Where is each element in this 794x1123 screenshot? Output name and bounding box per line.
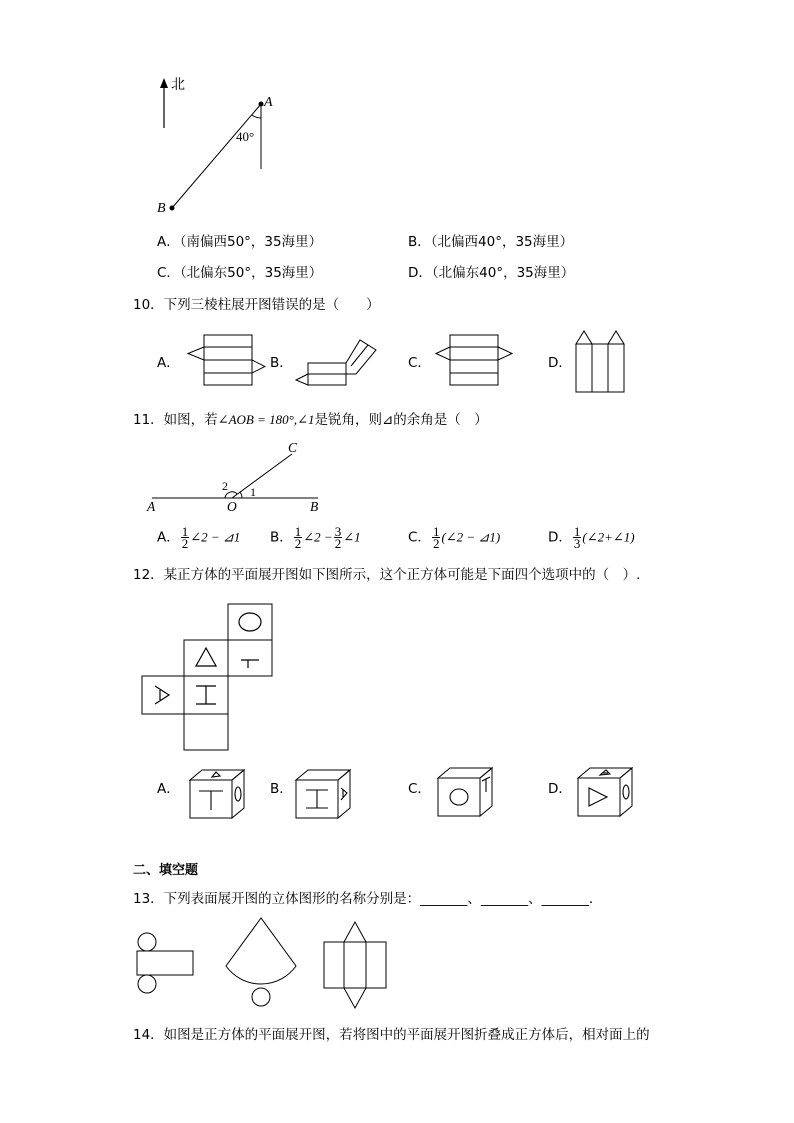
q10-label-d[interactable]: D．	[548, 355, 572, 371]
fraction: $\frac{3}{2}$	[334, 524, 342, 551]
fraction: $\frac{1}{2}$	[181, 524, 189, 551]
point-b-label: B	[157, 201, 166, 216]
angle-1-arc	[240, 492, 242, 498]
point-b-dot	[170, 206, 175, 211]
angle-2-label: 2	[222, 479, 228, 493]
q12-label-c[interactable]: C．	[408, 781, 431, 797]
q10-net-d[interactable]	[572, 330, 632, 394]
fraction: $\frac{1}{2}$	[294, 524, 302, 551]
q9-option-c[interactable]	[157, 264, 322, 282]
t-symbol	[241, 660, 259, 668]
ray-oc	[232, 454, 292, 498]
q9-option-d[interactable]	[408, 264, 574, 282]
q12-label-a[interactable]: A．	[157, 781, 180, 797]
q12-cube-a[interactable]	[186, 768, 250, 822]
section-title: 二、填空题	[133, 863, 199, 878]
q12-cube-c[interactable]	[434, 766, 498, 820]
option-text: （北偏西40°，35海里）	[430, 234, 574, 250]
q9-option-b[interactable]	[408, 233, 573, 251]
q14-stem: 14．如图是正方体的平面展开图，若将图中的平面展开图折叠成正方体后，相对面上的	[133, 1027, 650, 1043]
q11-stem	[133, 411, 488, 429]
angle-1-label: 1	[250, 485, 256, 499]
q10-label-c[interactable]: C．	[408, 355, 431, 371]
option-letter: D．	[548, 529, 572, 546]
point-a-label: A	[264, 95, 273, 110]
fraction: $\frac{1}{3}$	[573, 524, 581, 551]
q13-cone-net	[222, 914, 300, 1010]
option-text: （南偏西50°，35海里）	[179, 234, 323, 250]
q11-stem-math: ∠AOB = 180°,∠1	[217, 412, 315, 427]
q12-label-d[interactable]: D．	[548, 781, 572, 797]
q12-stem: 12．某正方体的平面展开图如下图所示，这个正方体可能是下面四个选项中的（ ）.	[133, 567, 641, 583]
q12-cube-net	[140, 602, 276, 752]
q11-stem-suffix: 是锐角，则⊿的余角是（ ）	[314, 412, 488, 428]
q12-cube-b[interactable]	[292, 768, 356, 822]
q11-option-a[interactable]: A． $\frac{1}{2}$ ∠2 − ⊿1	[157, 524, 241, 551]
q11-option-d[interactable]: D． $\frac{1}{3}$ (∠2+∠1)	[548, 524, 635, 551]
point-b-label-q11: B	[310, 499, 319, 514]
option-letter: B．	[408, 234, 431, 250]
q10-label-b[interactable]: B．	[270, 355, 293, 371]
q9-direction-figure	[150, 72, 280, 217]
fraction: $\frac{1}{2}$	[432, 524, 440, 551]
q10-stem: 10．下列三棱柱展开图错误的是（ ）	[133, 297, 380, 313]
q12-cube-d[interactable]	[574, 766, 638, 820]
q11-option-c[interactable]: C． $\frac{1}{2}$ (∠2 − ⊿1)	[408, 524, 501, 551]
option-text: （北偏东50°，35海里）	[179, 265, 323, 281]
q10-net-c[interactable]	[434, 334, 514, 386]
q13-stem: 13．下列表面展开图的立体图形的名称分别是：_______、_______、_______.	[133, 891, 594, 907]
point-o-label: O	[227, 499, 237, 514]
north-arrowhead	[160, 78, 168, 88]
triangle-symbol	[196, 648, 216, 666]
point-a-label-q11: A	[147, 499, 156, 514]
option-letter: C．	[157, 265, 180, 281]
circle-symbol	[239, 613, 261, 631]
q11-option-b[interactable]: B． $\frac{1}{2}$ ∠2 − $\frac{3}{2}$ ∠1	[270, 524, 361, 551]
q9-option-a[interactable]	[157, 233, 322, 251]
h-symbol	[196, 686, 216, 704]
option-letter: D．	[408, 265, 432, 281]
q13-cylinder-net	[130, 928, 200, 998]
option-letter: A．	[157, 234, 180, 250]
q12-label-b[interactable]: B．	[270, 781, 293, 797]
point-a-dot	[259, 102, 264, 107]
segment-ab	[172, 104, 261, 208]
q10-net-a[interactable]	[186, 334, 266, 386]
north-label: 北	[171, 77, 185, 93]
angle-label: 40°	[236, 129, 255, 144]
angle-arc	[252, 115, 261, 118]
option-letter: A．	[157, 529, 180, 546]
option-letter: B．	[270, 529, 293, 546]
option-letter: C．	[408, 529, 431, 546]
q11-stem-prefix: 11．如图，若	[133, 412, 218, 428]
q10-label-a[interactable]: A．	[157, 355, 180, 371]
a-symbol	[155, 686, 169, 704]
q13-prism-net	[320, 918, 392, 1010]
point-c-label: C	[288, 440, 298, 455]
q10-net-b[interactable]	[294, 334, 384, 390]
option-text: （北偏东40°，35海里）	[431, 265, 575, 281]
